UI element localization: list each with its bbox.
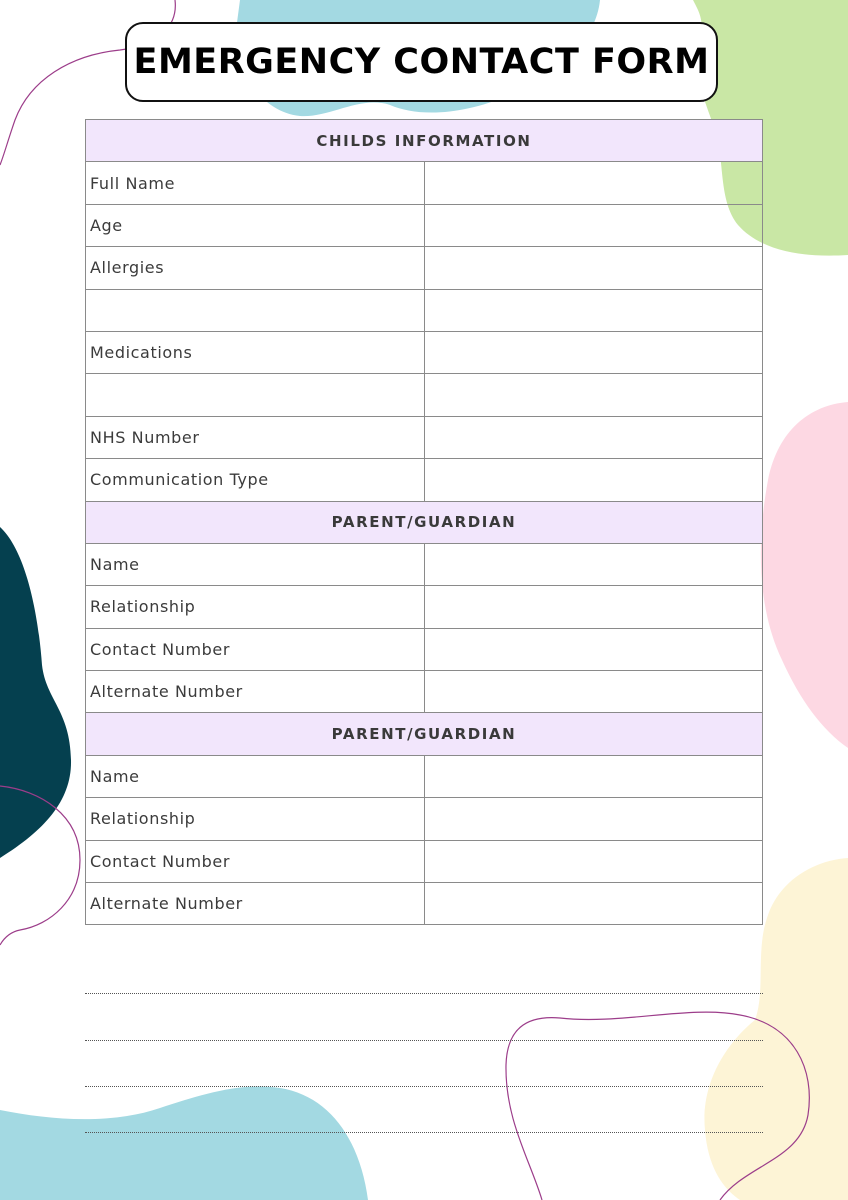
guardian-1-relationship-field[interactable] [424,586,763,628]
table-row [86,204,763,246]
table-row [86,628,763,670]
medications-extra-field[interactable] [424,374,763,416]
row-label-nhs-number: NHS Number [86,416,425,458]
table-row [86,671,763,713]
table-row [86,798,763,840]
guardian-2-contact-number-field[interactable] [424,840,763,882]
section-title: PARENT/GUARDIAN [86,501,763,543]
row-label-medications: Medications [86,331,425,373]
table-row [86,374,763,416]
row-label-relationship: Relationship [86,798,425,840]
table-row [86,289,763,331]
section-header-childs-information [86,120,763,162]
guardian-2-alternate-number-field[interactable] [424,883,763,925]
allergies-field[interactable] [424,247,763,289]
teal-blob-bottom [0,1086,368,1200]
communication-type-field[interactable] [424,459,763,501]
guardian-2-relationship-field[interactable] [424,798,763,840]
title-box [125,22,718,102]
guardian-1-contact-number-field[interactable] [424,628,763,670]
section-header-parent-guardian-2 [86,713,763,755]
table-row [86,459,763,501]
table-row [86,543,763,585]
age-field[interactable] [424,204,763,246]
navy-blob [0,527,71,858]
pink-blob [761,402,848,748]
guardian-1-alternate-number-field[interactable] [424,671,763,713]
table-row [86,416,763,458]
section-title: CHILDS INFORMATION [86,120,763,162]
table-row [86,247,763,289]
row-label-name: Name [86,755,425,797]
table-row [86,586,763,628]
row-label-full-name: Full Name [86,162,425,204]
medications-field[interactable] [424,331,763,373]
row-label-age: Age [86,204,425,246]
emergency-contact-table [85,119,763,925]
guardian-2-name-field[interactable] [424,755,763,797]
row-label-relationship: Relationship [86,586,425,628]
allergies-extra-field[interactable] [424,289,763,331]
table-row [86,883,763,925]
notes-line[interactable] [85,1040,763,1041]
notes-line[interactable] [85,1086,763,1087]
row-label-contact-number: Contact Number [86,840,425,882]
table-row [86,162,763,204]
section-title: PARENT/GUARDIAN [86,713,763,755]
row-label-allergies: Allergies [86,247,425,289]
table-row [86,755,763,797]
section-header-parent-guardian-1 [86,501,763,543]
full-name-field[interactable] [424,162,763,204]
row-label-name: Name [86,543,425,585]
row-label-blank[interactable] [86,289,425,331]
form-title: EMERGENCY CONTACT FORM [133,42,710,82]
row-label-blank[interactable] [86,374,425,416]
nhs-number-field[interactable] [424,416,763,458]
notes-line[interactable] [85,993,763,994]
row-label-contact-number: Contact Number [86,628,425,670]
row-label-alternate-number: Alternate Number [86,883,425,925]
row-label-communication-type: Communication Type [86,459,425,501]
table-row [86,840,763,882]
guardian-1-name-field[interactable] [424,543,763,585]
row-label-alternate-number: Alternate Number [86,671,425,713]
table-row [86,331,763,373]
notes-line[interactable] [85,1132,763,1133]
